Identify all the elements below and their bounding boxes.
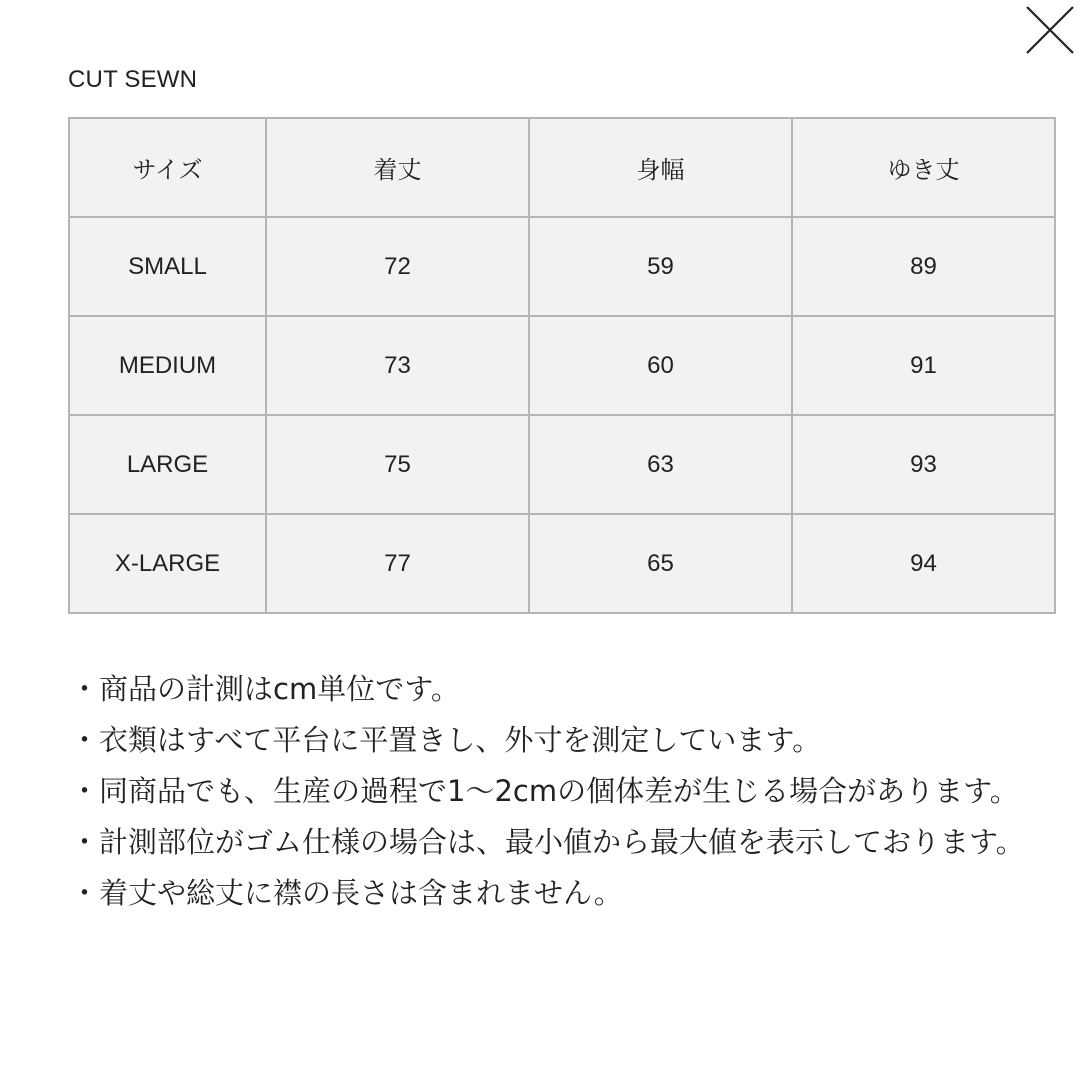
column-header-width: 身幅 <box>529 118 792 217</box>
table-header-row <box>69 118 1055 217</box>
note-item: ・同商品でも、生産の過程で1〜2cmの個体差が生じる場合があります。 <box>70 774 1019 808</box>
size-cell: LARGE <box>69 415 266 514</box>
close-icon <box>1022 2 1078 58</box>
size-cell: SMALL <box>69 217 266 316</box>
sleeve-cell: 89 <box>792 217 1055 316</box>
length-cell: 73 <box>266 316 529 415</box>
note-item: ・商品の計測はcm単位です。 <box>70 672 460 706</box>
sleeve-cell: 91 <box>792 316 1055 415</box>
note-item: ・計測部位がゴム仕様の場合は、最小値から最大値を表示しております。 <box>70 825 1025 859</box>
size-cell: X-LARGE <box>69 514 266 613</box>
width-cell: 63 <box>529 415 792 514</box>
measurement-notes <box>70 664 1060 919</box>
table-row <box>69 217 1055 316</box>
table-row <box>69 514 1055 613</box>
note-item: ・衣類はすべて平台に平置きし、外寸を測定しています。 <box>70 723 822 757</box>
table-row <box>69 316 1055 415</box>
close-button[interactable] <box>1022 2 1078 58</box>
sleeve-cell: 94 <box>792 514 1055 613</box>
sleeve-cell: 93 <box>792 415 1055 514</box>
column-header-size: サイズ <box>69 118 266 217</box>
length-cell: 77 <box>266 514 529 613</box>
size-cell: MEDIUM <box>69 316 266 415</box>
column-header-sleeve: ゆき丈 <box>792 118 1055 217</box>
length-cell: 72 <box>266 217 529 316</box>
table-row <box>69 415 1055 514</box>
width-cell: 60 <box>529 316 792 415</box>
note-item: ・着丈や総丈に襟の長さは含まれません。 <box>70 876 623 910</box>
length-cell: 75 <box>266 415 529 514</box>
width-cell: 65 <box>529 514 792 613</box>
column-header-length: 着丈 <box>266 118 529 217</box>
width-cell: 59 <box>529 217 792 316</box>
page-title: CUT SEWN <box>68 66 198 93</box>
size-chart-table <box>68 117 1056 614</box>
